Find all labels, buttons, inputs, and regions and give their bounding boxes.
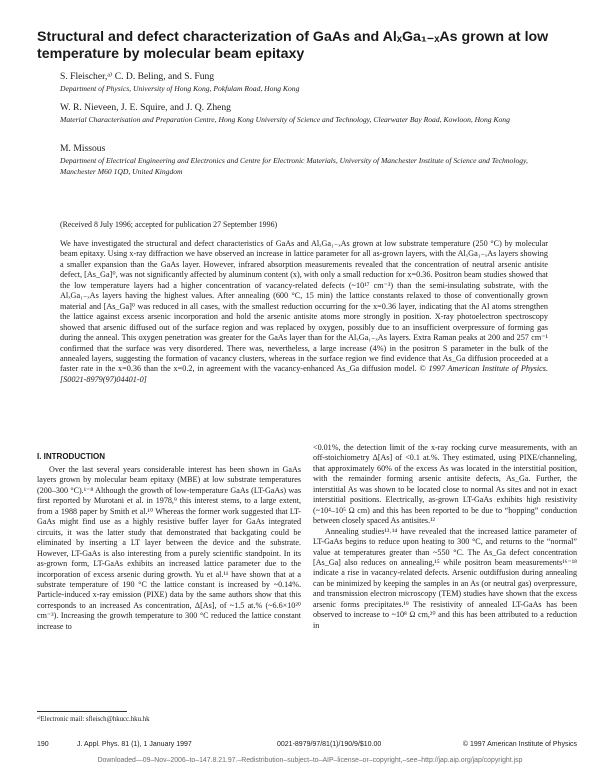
body-right-paragraph-2: Annealing studies¹³˒¹⁴ have revealed that the increased lattice parameter of LT-GaAs begins to reduce upon heating to 300 °C, and returns to the “normal” value at temperatures greater than ~550 °C. The As_Ga defect concentration [As_Ga] also reduces on annealing,¹⁵ while positron beam measurements¹⁶⁻¹⁸ indicate a rise in vacancy-related defects. Arsenic outdiffusion during annealing can be minimized by keeping the samples in an As (or neutral gas) overpressure, and transmission electron microscopy (TEM) studies have shown that the excess arsenic forms precipitates.¹⁹ The resistivity of annealed LT-GaAs has been observed to increase to ~10⁸ Ω cm,²⁰ and this has been attributed to a reduction in — [313, 526, 577, 630]
abstract-text: We have investigated the structural and defect characteristics of GaAs and AlₓGa₁₋ₓAs grown at low substrate temperature (250 °C) by molecular beam epitaxy. Using x-ray diffraction we have observed an increase in lattice parameter for all as-grown layers, with the AlₓGa₁₋ₓAs layers showing a smaller expansion than the GaAs layer. However, infrared absorption measurements revealed that the concentration of neutral arsenic antisite defect, [As_Ga]⁰, was not significantly affected by aluminum content (x), with only a small reduction for x=0.36. Positron beam studies showed that the low temperature layers had a higher concentration of vacancy-related defects (~10¹⁷ cm⁻³) than the semi-insulating substrate, with the AlₓGa₁₋ₓAs layers having the highest values. After annealing (600 °C, 15 min) the lattice constants relaxed to those of conventionally grown material and [As_Ga]⁰ was reduced in all cases, with the smallest reduction occurring for the x=0.36 layer, indicating that the Al atoms strengthen the lattice against excess arsenic incorporation and hold the arsenic antisite atoms more strongly in position. X-ray photoelectron spectroscopy showed that arsenic diffused out of the surface region and was replaced by oxygen, possibly due to an insufficient overpressure of forming gas during the anneal. This oxygen penetration was greater for the GaAs layer than for the AlₓGa₁₋ₓAs layers. Extra Raman peaks at 200 and 257 cm⁻¹ confirmed that the surface was very disordered. There was, nevertheless, a large increase (4%) in the positron S parameter in the bulk of the annealed layers, suggesting the formation of vacancy clusters, whereas in the surface region we find evidence that As_Ga diffusion proceeded at a faster rate in the x=0.36 than the x=0.2, in agreement with the vacancy-enhanced As_Ga diffusion model. — [60, 239, 548, 374]
abstract-copyright: © 1997 American Institute of Physics. [S0021-8979(97)04401-0] — [60, 364, 548, 384]
abstract — [60, 239, 548, 385]
author-group-3: M. Missous — [60, 143, 106, 154]
affiliation-1: Department of Physics, University of Hong Kong, Pokfulam Road, Hong Kong — [60, 84, 300, 93]
affiliation-2: Material Characterisation and Preparation Centre, Hong Kong University of Science and Technology, Clearwater Bay Road, Kowloon, Hong Kong — [60, 115, 510, 124]
footnote-divider — [37, 711, 127, 712]
received-date: (Received 8 July 1996; accepted for publication 27 September 1996) — [60, 220, 278, 229]
page-number: 190 — [37, 741, 49, 748]
download-notice: Downloaded—09–Nov–2006–to–147.8.21.97.–Redistribution–subject–to–AIP–license–or–copyright,–see–http://jap.aip.org/jap/copyright.jsp — [97, 757, 523, 764]
footnote-email: ᵃ⁾Electronic mail: sfleisch@hkucc.hku.hk — [37, 716, 150, 723]
body-column-right — [313, 443, 577, 631]
article-code: 0021-8979/97/81(1)/190/9/$10.00 — [277, 741, 382, 748]
affiliation-3: Department of Electrical Engineering and Electronics and Centre for Electronic Materials, University of Manchester Institute of Science and Technology, Manchester M60 1QD, United Kingdom — [60, 156, 528, 176]
author-group-2: W. R. Nieveen, J. E. Squire, and J. Q. Zheng — [60, 102, 231, 113]
footer-copyright: © 1997 American Institute of Physics — [462, 741, 577, 748]
body-right-paragraph-1: <0.01%, the detection limit of the x-ray rocking curve measurements, with an off-stoichiometry Δ[As] of <0.1 at.%. They estimated, using PIXE/channeling, that approximately 60% of the excess As was located in the interstitial position, with the remainder forming arsenic antisite defects, As_Ga. Further, the interstitial As was shown to be located close to normal As sites and not in exact interstitial positions. Electrically, as-grown LT-GaAs exhibits high resistivity (~10⁴–10⁵ Ω cm) and this has been reported to be due to “hopping” conduction between closely spaced As antisites.¹² — [313, 443, 577, 526]
journal-citation: J. Appl. Phys. 81 (1), 1 January 1997 — [77, 741, 192, 748]
body-left-text: Over the last several years considerable interest has been shown in GaAs layers grown by molecular beam epitaxy (MBE) at low substrate temperatures (200–300 °C).¹⁻⁸ Although the growth of low-temperature GaAs (LT-GaAs) was first reported by Murotani et al. in 1978,⁹ this interest stems, to a large extent, from a 1988 paper by Smith et al.¹⁰ Whereas the former work suggested that LT-GaAs might find use as a highly resistive buffer layer for GaAs integrated circuits, it was the latter study that demonstrated that backgating could be eliminated by inserting a LT layer between the device and the substrate. However, LT-GaAs is also interesting from a purely scientific standpoint. In its as-grown form, LT-GaAs exhibits an increased lattice parameter due to the incorporation of excess arsenic during growth. Yu et al.¹¹ have shown that at a substrate temperature of 190 °C the lattice constant is increased by ~0.14%. Particle-induced x-ray emission (PIXE) data by the same authors show that this corresponds to an increased As concentration, Δ[As], of ~1.5 at.% (~6.6×10²⁰ cm⁻³). Increasing the growth temperature to 300 °C reduced the lattice constant increase to — [37, 465, 301, 631]
section-heading-introduction: I. INTRODUCTION — [37, 452, 105, 461]
article-title: Structural and defect characterization of GaAs and AlₓGa₁₋ₓAs grown at low temperature by molecular beam epitaxy — [37, 29, 549, 62]
body-column-left — [37, 465, 301, 632]
author-group-1: S. Fleischer,ᵃ⁾ C. D. Beling, and S. Fung — [60, 71, 215, 82]
page-footer — [37, 740, 577, 750]
